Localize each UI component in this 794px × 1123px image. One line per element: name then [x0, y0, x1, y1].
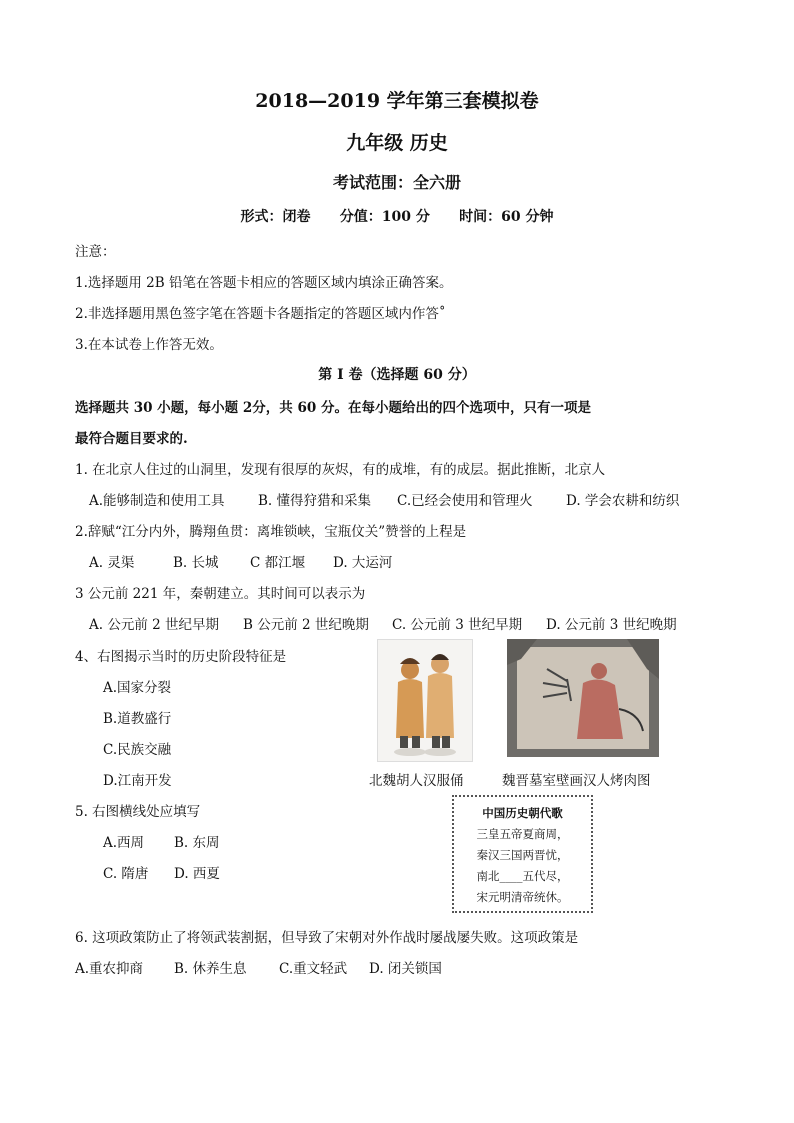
- mural-image: [507, 639, 659, 757]
- question-3-stem: 3 公元前 221 年，秦朝建立。其时间可以表示为: [75, 586, 366, 602]
- question-4-stem: 4、右图揭示当时的历史阶段特征是: [75, 649, 287, 665]
- poem-line: 宋元明清帝统休。: [476, 890, 569, 904]
- question-2-stem: 2.辞赋“江分内外，腾翔鱼贯：离堆锁峡，宝瓶伩关”赞誉的上程是: [75, 524, 467, 540]
- option-3c[interactable]: C. 公元前 3 世纪早期: [392, 617, 523, 633]
- question-1-stem: 1. 在北京人住过的山洞里，发现有很厚的灰烬，有的成堆，有的成层。据此推断，北京人: [75, 462, 606, 478]
- section-instruction: 选择题共 30 小题，每小题 2分，共 60 分。在每小题给出的四个选项中，只有一项是: [75, 400, 591, 416]
- poem-title: 中国历史朝代歌: [482, 806, 563, 820]
- option-3d[interactable]: D. 公元前 3 世纪晚期: [546, 617, 677, 633]
- option-2a[interactable]: A. 灵渠: [89, 555, 135, 571]
- poem-line: 秦汉三国两晋忧，: [476, 848, 569, 862]
- option-6d[interactable]: D. 闭关锁国: [369, 961, 442, 977]
- section-title: 第 I 卷（选择题 60 分）: [318, 367, 476, 383]
- exam-scope: 考试范围：全六册: [332, 173, 461, 192]
- option-2b[interactable]: B. 长城: [173, 555, 219, 571]
- option-2d[interactable]: D. 大运河: [333, 555, 393, 571]
- option-5c[interactable]: C. 隋唐: [103, 866, 149, 882]
- notes-heading: 注意：: [75, 244, 116, 260]
- option-3a[interactable]: A. 公元前 2 世纪早期: [89, 617, 220, 633]
- option-5b[interactable]: B. 东周: [174, 835, 220, 851]
- option-4a[interactable]: A.国家分裂: [103, 680, 172, 696]
- note-item: 2.非选择题用黑色签字笔在答题卡各题指定的答题区域内作答˚: [75, 306, 446, 322]
- exam-title: 2018—2019 学年第三套模拟卷: [255, 90, 539, 112]
- question-6-stem: 6. 这项政策防止了将领武装割据，但导致了宋朝对外作战时屡战屡失败。这项政策是: [75, 930, 579, 946]
- mural-photo: [507, 639, 659, 757]
- figurine-photo: [377, 639, 473, 762]
- mural-caption: 魏晋墓室壁画汉人烤肉图: [502, 773, 651, 789]
- figurine-caption: 北魏胡人汉服俑: [369, 773, 464, 789]
- option-6c[interactable]: C.重文轻武: [279, 961, 348, 977]
- dynasty-song-box: [452, 795, 593, 913]
- poem-line: 南北____五代尽，: [476, 869, 569, 883]
- option-2c[interactable]: C 都江堰: [250, 555, 306, 571]
- poem-line: 三皇五帝夏商周，: [476, 827, 569, 841]
- option-1d[interactable]: D. 学会农耕和纺织: [566, 493, 680, 509]
- option-5a[interactable]: A.西周: [103, 835, 145, 851]
- figurines-image: [378, 640, 472, 761]
- option-4c[interactable]: C.民族交融: [103, 742, 172, 758]
- option-1a[interactable]: A.能够制造和使用工具: [89, 493, 225, 509]
- note-item: 3.在本试卷上作答无效。: [75, 337, 223, 353]
- exam-info: 形式：闭卷 分值：100 分 时间：60 分钟: [240, 209, 554, 225]
- question-5-stem: 5. 右图横线处应填写: [75, 804, 201, 820]
- option-4b[interactable]: B.道教盛行: [103, 711, 172, 727]
- section-instruction: 最符合题目要求的.: [75, 431, 188, 447]
- option-1c[interactable]: C.已经会使用和管理火: [397, 493, 533, 509]
- option-1b[interactable]: B. 懂得狩猎和采集: [258, 493, 372, 509]
- exam-subtitle: 九年级 历史: [346, 132, 448, 154]
- option-4d[interactable]: D.江南开发: [103, 773, 172, 789]
- option-6b[interactable]: B. 休养生息: [174, 961, 247, 977]
- option-6a[interactable]: A.重农抑商: [75, 961, 144, 977]
- option-5d[interactable]: D. 西夏: [174, 866, 220, 882]
- option-3b[interactable]: B 公元前 2 世纪晚期: [243, 617, 369, 633]
- note-item: 1.选择题用 2B 铅笔在答题卡相应的答题区域内填涂正确答案。: [75, 275, 453, 291]
